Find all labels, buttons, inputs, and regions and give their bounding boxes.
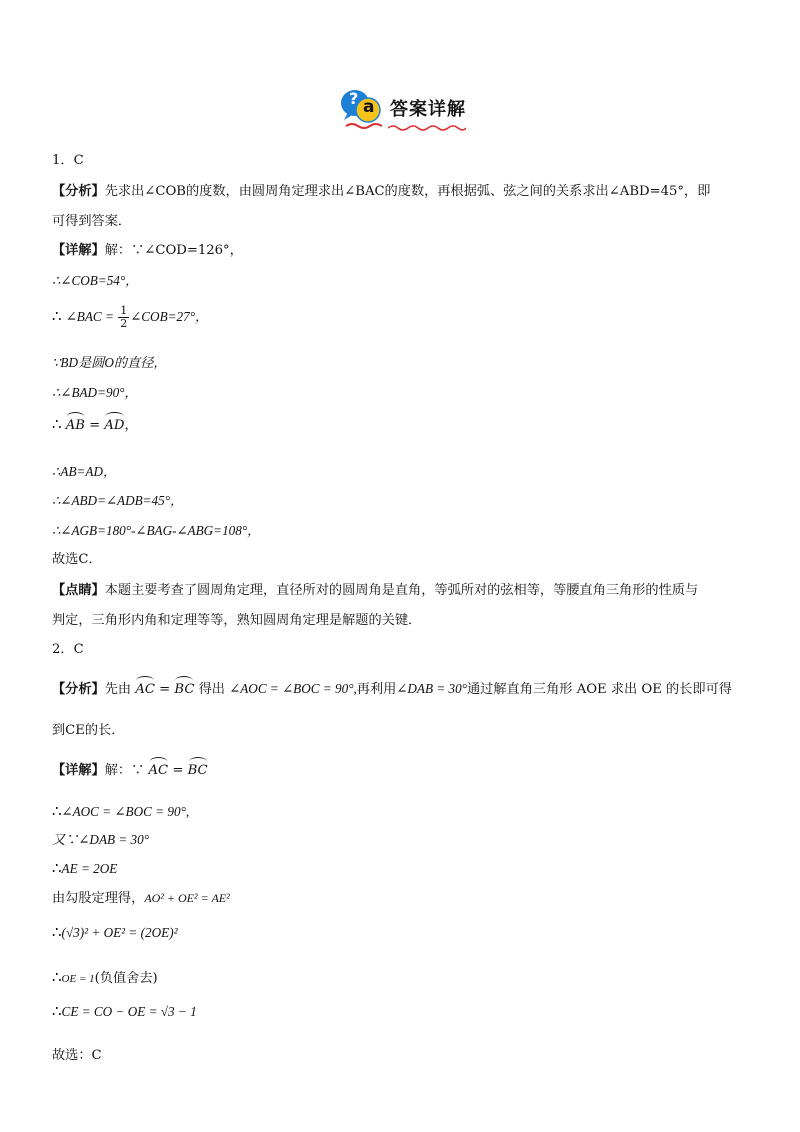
arc-bc: BC <box>174 682 195 697</box>
arc-ac: AC <box>135 682 155 697</box>
fraction-denominator: 2 <box>120 317 128 330</box>
q2-step-5 <box>52 923 178 943</box>
q2-analysis-a: 先由 <box>104 682 132 697</box>
q1-step-2-prefix: ∠BAC = <box>65 309 118 324</box>
q2-analysis-label: 【分析】 <box>52 682 105 697</box>
q2-step-7-eq: CE = CO − OE = √3 − 1 <box>61 1004 197 1019</box>
q2-number: 2．C <box>52 642 84 657</box>
q1-comment-line-2: 判定，三角形内角和定理等等，熟知圆周角定理是解题的关键． <box>52 613 422 628</box>
q2-analysis-line-2: 到CE的长． <box>52 723 125 738</box>
q1-analysis-label: 【分析】 <box>52 184 105 199</box>
q1-step-5 <box>52 415 138 435</box>
q2-analysis-angle: ∠DAB = 30° <box>396 681 467 696</box>
q2-analysis-b: 得出 <box>198 682 225 697</box>
q2-step-4 <box>52 889 230 908</box>
q1-detail-label: 【详解】 <box>52 243 105 258</box>
arc-equals: = <box>168 763 188 778</box>
arc-ac: AC <box>148 763 169 778</box>
logo-question-mark: ? <box>349 89 359 108</box>
fraction-numerator: 1 <box>120 304 128 317</box>
q2-step-6-note: (负值舍去) <box>94 971 158 986</box>
arc-ab: AB <box>65 418 85 433</box>
q2-step-1-eq: ∠AOC = ∠BOC = 90°, <box>61 804 190 819</box>
q1-step-5-end: ， <box>124 418 138 433</box>
arc-ad: AD <box>104 418 125 433</box>
q1-detail-line <box>52 242 243 260</box>
q2-step-2: 又∵∠DAB = 30° <box>52 832 150 847</box>
answer-logo-icon <box>338 86 388 130</box>
title-underline-wave <box>388 124 466 132</box>
q2-detail-line <box>52 762 208 780</box>
q1-analysis-line-1 <box>52 183 710 201</box>
arc-equals: = <box>84 418 105 433</box>
page-title: 答案详解 <box>390 99 466 120</box>
therefore-symbol: ∴ <box>52 415 62 433</box>
q1-analysis-line-2: 可得到答案． <box>52 214 132 229</box>
q2-detail-label: 【详解】 <box>52 763 105 778</box>
q2-step-1 <box>52 802 189 822</box>
therefore-symbol: ∴ <box>52 307 62 325</box>
q2-choice: 故选：C <box>52 1048 102 1063</box>
q2-analysis-line-1 <box>52 680 732 699</box>
logo-letter: a <box>363 97 375 117</box>
q1-choice: 故选C． <box>52 552 102 567</box>
q2-step-3 <box>52 859 117 879</box>
therefore-symbol: ∴ <box>52 968 62 986</box>
q2-step-7 <box>52 1002 197 1022</box>
arc-equals: = <box>154 682 175 697</box>
therefore-symbol: ∴ <box>52 923 62 941</box>
q1-step-3: ∵BD是圆O的直径， <box>52 355 167 370</box>
q2-detail-intro: 解：∵ <box>104 763 145 778</box>
q1-comment-label: 【点睛】 <box>52 583 105 598</box>
q2-step-3-eq: AE = 2OE <box>61 861 118 876</box>
q2-step-4-prefix: 由勾股定理得， <box>52 891 145 906</box>
q1-comment-text-1: 本题主要考查了圆周角定理，直径所对的圆周角是直角，等弧所对的弦相等，等腰直角三角形的性质与 <box>104 583 699 598</box>
q1-analysis-text-1: 先求出∠COB的度数，由圆周角定理求出∠BAC的度数，再根据弧、弦之间的关系求出∠ABD=45°，即 <box>104 184 711 199</box>
q2-analysis-eq: ∠AOC = ∠BOC = 90°, <box>229 681 357 696</box>
arc-bc: BC <box>187 763 208 778</box>
q1-step-2-suffix: ∠COB=27°， <box>130 309 209 324</box>
q1-step-8: ∴∠AGB=180°-∠BAG-∠ABG=108°， <box>52 523 261 538</box>
q1-step-4: ∴∠BAD=90°， <box>52 385 138 400</box>
q2-step-6-eq: OE = 1 <box>61 973 95 985</box>
q1-detail-intro: 解：∵∠COD=126°， <box>104 243 243 258</box>
q1-step-6: ∴AB=AD， <box>52 464 117 479</box>
therefore-symbol: ∴ <box>52 802 62 820</box>
q2-analysis-d: 通过解直角三角形 AOE 求出 OE 的长即可得 <box>467 682 732 697</box>
q1-step-7: ∴∠ABD=∠ADB=45°， <box>52 493 184 508</box>
q2-step-6 <box>52 968 158 988</box>
q2-step-4-eq: AO² + OE² = AE² <box>144 891 230 905</box>
q1-comment-line-1 <box>52 582 698 600</box>
q2-analysis-c: 再利用 <box>356 682 397 697</box>
q2-step-5-eq: (√3)² + OE² = (2OE)² <box>61 925 178 940</box>
q1-step-2 <box>52 305 208 330</box>
therefore-symbol: ∴ <box>52 1002 62 1020</box>
one-half-fraction <box>118 305 129 330</box>
q1-step-1: ∴∠COB=54°， <box>52 273 139 288</box>
q1-number: 1．C <box>52 153 84 168</box>
therefore-symbol: ∴ <box>52 859 62 877</box>
